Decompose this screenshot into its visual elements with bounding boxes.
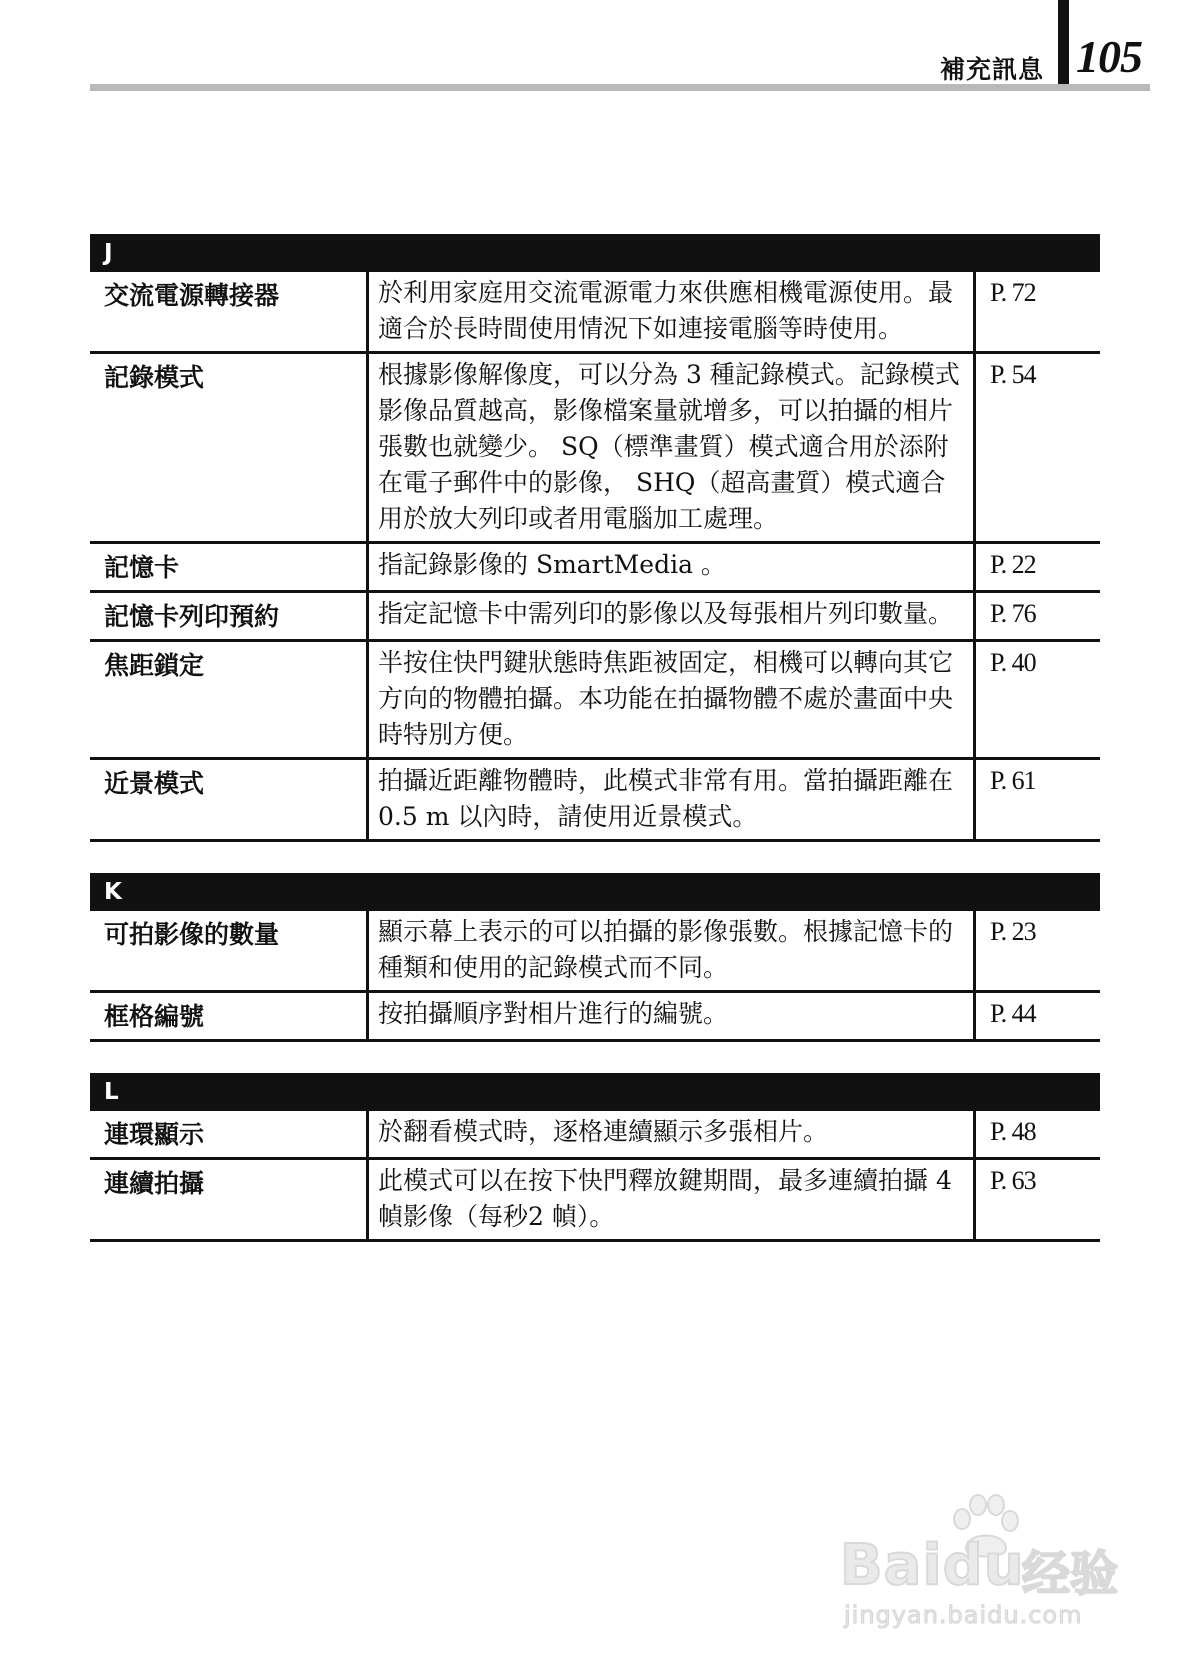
page-reference: P. 44 <box>990 999 1036 1028</box>
description: 此模式可以在按下快門釋放鍵期間，最多連續拍攝 4 幀影像（每秒2 幀）。 <box>366 1160 976 1239</box>
term: 可拍影像的數量 <box>104 920 280 949</box>
glossary-row <box>90 593 1100 642</box>
term: 連續拍攝 <box>104 1169 205 1198</box>
term: 記憶卡 <box>104 553 180 582</box>
description: 根據影像解像度，可以分為 3 種記錄模式。記錄模式影像品質越高，影像檔案量就增多，可以拍攝的相片張數也就變少。 SQ（標準畫質）模式適合用於添附在電子郵件中的影像， SHQ（超高畫質）模式適合用於放大列印或者用電腦加工處理。 <box>366 354 976 541</box>
watermark-brand-cn: 经验 <box>1022 1546 1119 1602</box>
page-reference: P. 61 <box>990 766 1036 795</box>
page-reference: P. 40 <box>990 648 1036 677</box>
page-reference: P. 22 <box>990 550 1036 579</box>
page-number: 105 <box>1076 31 1142 82</box>
description: 指定記憶卡中需列印的影像以及每張相片列印數量。 <box>366 593 976 639</box>
header-vertical-bar <box>1058 0 1069 90</box>
page-reference: P. 76 <box>990 599 1036 628</box>
section-heading: J <box>90 234 1100 272</box>
glossary-row <box>90 760 1100 842</box>
glossary-row <box>90 544 1100 593</box>
description: 顯示幕上表示的可以拍攝的影像張數。根據記憶卡的種類和使用的記錄模式而不同。 <box>366 911 976 990</box>
watermark-url: jingyan.baidu.com <box>844 1601 1083 1629</box>
term: 框格編號 <box>104 1002 205 1031</box>
term: 焦距鎖定 <box>104 651 205 680</box>
description: 指記錄影像的 SmartMedia 。 <box>366 544 976 590</box>
page-reference: P. 54 <box>990 360 1036 389</box>
glossary-row <box>90 642 1100 760</box>
term: 連環顯示 <box>104 1120 205 1149</box>
section-heading: L <box>90 1073 1100 1111</box>
section-heading: K <box>90 873 1100 911</box>
glossary-table <box>90 234 1100 1273</box>
section-label: 補充訊息 <box>940 55 1045 84</box>
description: 拍攝近距離物體時，此模式非常有用。當拍攝距離在 0.5 m 以內時，請使用近景模式。 <box>366 760 976 839</box>
term: 記憶卡列印預約 <box>104 602 280 631</box>
glossary-row <box>90 272 1100 354</box>
glossary-row <box>90 354 1100 544</box>
section-j <box>90 234 1100 842</box>
description: 按拍攝順序對相片進行的編號。 <box>366 993 976 1039</box>
page-reference: P. 48 <box>990 1117 1036 1146</box>
description: 半按住快門鍵狀態時焦距被固定，相機可以轉向其它方向的物體拍攝。本功能在拍攝物體不處於畫面中央時特別方便。 <box>366 642 976 757</box>
term: 近景模式 <box>104 769 205 798</box>
watermark <box>832 1493 1122 1633</box>
description: 於翻看模式時，逐格連續顯示多張相片。 <box>366 1111 976 1157</box>
term: 交流電源轉接器 <box>104 281 280 310</box>
watermark-brand: Baidu <box>840 1533 1025 1598</box>
glossary-row <box>90 1160 1100 1242</box>
description: 於利用家庭用交流電源電力來供應相機電源使用。最適合於長時間使用情況下如連接電腦等時使用。 <box>366 272 976 351</box>
section-k <box>90 873 1100 1042</box>
page-reference: P. 63 <box>990 1166 1036 1195</box>
page-reference: P. 72 <box>990 278 1036 307</box>
header-rule <box>90 84 1150 91</box>
term: 記錄模式 <box>104 363 205 392</box>
glossary-row <box>90 911 1100 993</box>
glossary-row <box>90 1111 1100 1160</box>
page-reference: P. 23 <box>990 917 1036 946</box>
glossary-row <box>90 993 1100 1042</box>
section-l <box>90 1073 1100 1242</box>
